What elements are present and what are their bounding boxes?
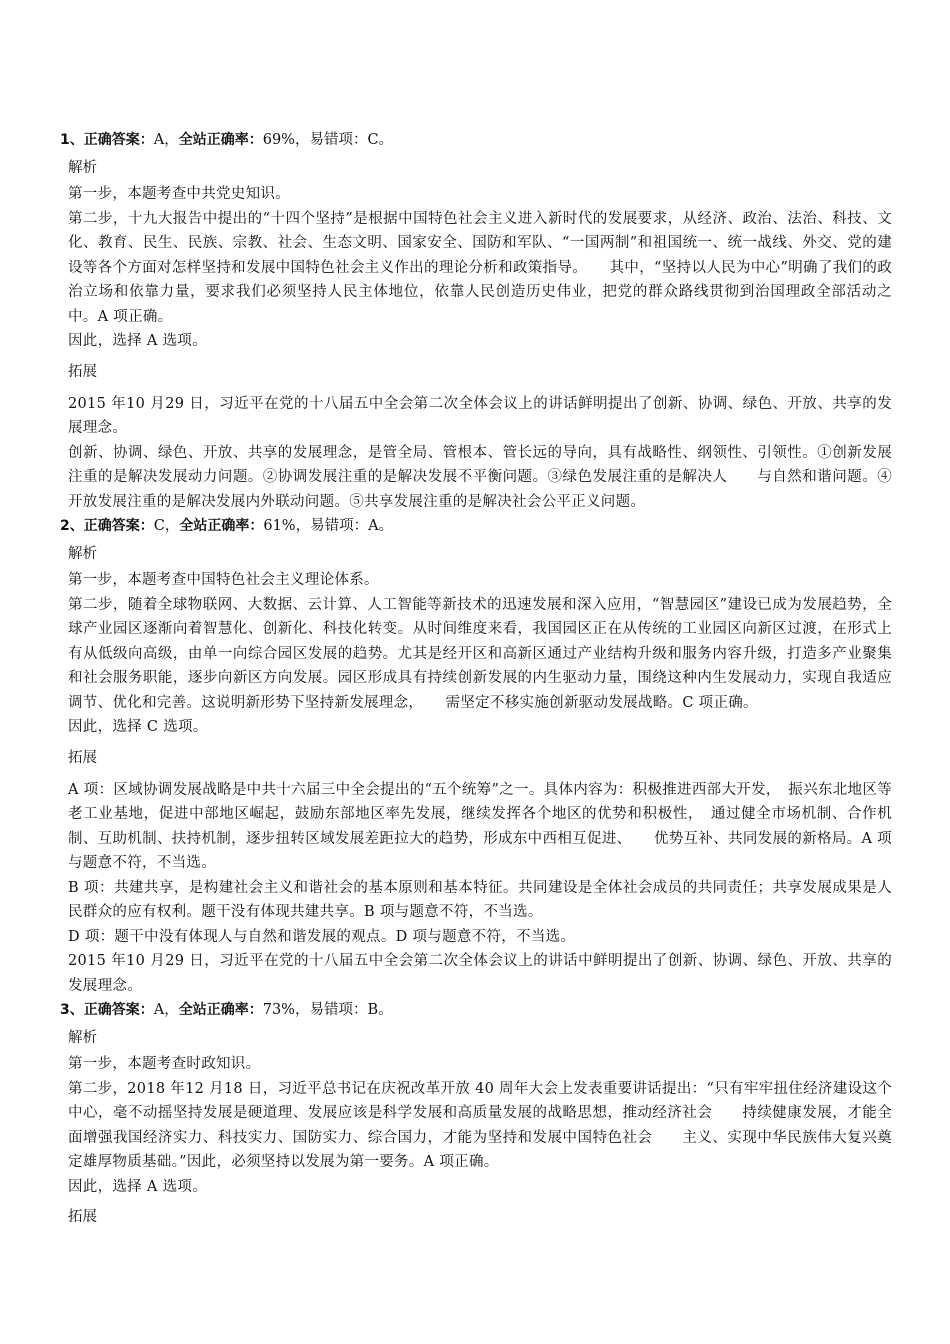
analysis-paragraph: 第一步，本题考查中国特色社会主义理论体系。 (68, 572, 379, 588)
analysis-paragraph: 第二步，2018 年12 月18 日，习近平总书记在庆祝改革开放 40 周年大会上发表重要讲话提出：“只有牢牢扭住经济建设这个中心，毫不动摇坚持发展是硬道理、发展应该是科学发展和高质量发展的战略思想，推动经济社会 持续健康发展，才能全面增强我国经济实力、科技实力、国防实力、综合国力，才能为坚持和发展中国特色社会 主义、实现中华民族伟大复兴奠定雄厚物质基础。”因此，必须坚持以发展为第一要务。A 项正确。 (68, 1080, 892, 1170)
analysis-paragraph: 因此，选择 A 选项。 (68, 333, 207, 349)
question-block-2 (60, 514, 892, 998)
answer-header: 3、正确答案：A，全站正确率：73%，易错项：B。 (60, 1002, 393, 1018)
analysis-label: 解析 (68, 160, 97, 176)
answer-header: 1、正确答案：A，全站正确率：69%，易错项：C。 (60, 132, 394, 148)
analysis-paragraph: 因此，选择 C 选项。 (68, 719, 208, 735)
extension-label: 拓展 (68, 1209, 97, 1225)
analysis-paragraph: 第二步，随着全球物联网、大数据、云计算、人工智能等新技术的迅速发展和深入应用，“智慧园区”建设已成为发展趋势，全球产业园区逐渐向着智慧化、创新化、科技化转变。从时间维度来看，我国园区正在从传统的工业园区向新区过渡，在形式上有从低级向高级，由单一向综合园区发展的趋势。尤其是经开区和高新区通过产业结构升级和服务内容升级，打造多产业聚集和社会服务职能，逐步向新区方向发展。园区形成具有持续创新发展的内生驱动力量，围绕这种内生发展动力，实现自我适应调节、优化和完善。这说明新形势下坚持新发展理念， 需坚定不移实施创新驱动发展战略。C 项正确。 (68, 596, 892, 711)
extension-paragraph: B 项：共建共享，是构建社会主义和谐社会的基本原则和基本特征。共同建设是全体社会成员的共同责任；共享发展成果是人民群众的应有权利。题干没有体现共建共享。B 项与题意不符，不当选。 (68, 879, 892, 920)
question-block-3 (60, 998, 892, 1229)
extension-paragraph: D 项：题干中没有体现人与自然和谐发展的观点。D 项与题意不符，不当选。 (68, 928, 576, 945)
extension-paragraph: 2015 年10 月29 日，习近平在党的十八届五中全会第二次全体会议上的讲话鲜明提出了创新、协调、绿色、开放、共享的发展理念。 (68, 395, 892, 436)
extension-paragraph: A 项：区域协调发展战略是中共十六届三中全会提出的“五个统筹”之一。具体内容为：积极推进西部大开发， 振兴东北地区等老工业基地，促进中部地区崛起，鼓励东部地区率先发展，继续发挥各个地区的优势和积极性， 通过健全市场机制、合作机制、互助机制、扶持机制，逐步扭转区域发展差距拉大的趋势，形成东中西相互促进、 优势互补、共同发展的新格局。A 项与题意不符，不当选。 (68, 781, 892, 871)
extension-paragraph: 创新、协调、绿色、开放、共享的发展理念，是管全局、管根本、管长远的导向，具有战略性、纲领性、引领性。①创新发展注重的是解决发展动力问题。②协调发展注重的是解决发展不平衡问题。③绿色发展注重的是解决人 与自然和谐问题。④开放发展注重的是解决发展内外联动问题。⑤共享发展注重的是解决社会公平正义问题。 (68, 444, 892, 510)
analysis-paragraph: 第一步，本题考查中共党史知识。 (68, 186, 290, 202)
analysis-label: 解析 (68, 546, 97, 562)
document-page (60, 128, 892, 1231)
extension-label: 拓展 (68, 749, 97, 766)
analysis-paragraph: 第一步，本题考查时政知识。 (68, 1056, 261, 1072)
analysis-label: 解析 (68, 1030, 97, 1046)
analysis-paragraph: 第二步，十九大报告中提出的“十四个坚持”是根据中国特色社会主义进入新时代的发展要求，从经济、政治、法治、科技、文化、教育、民生、民族、宗教、社会、生态文明、国家安全、国防和军队、“一国两制”和祖国统一、统一战线、外交、党的建设等各个方面对怎样坚持和发展中国特色社会主义作出的理论分析和政策指导。 其中，“坚持以人民为中心”明确了我们的政治立场和依靠力量，要求我们必须坚持人民主体地位，依靠人民创造历史伟业，把党的群众路线贯彻到治国理政全部活动之中。A 项正确。 (68, 210, 892, 325)
question-block-1 (60, 128, 892, 514)
extension-paragraph: 2015 年10 月29 日，习近平在党的十八届五中全会第二次全体会议上的讲话中鲜明提出了创新、协调、绿色、开放、共享的发展理念。 (68, 953, 892, 994)
analysis-paragraph: 因此，选择 A 选项。 (68, 1178, 207, 1195)
extension-label: 拓展 (68, 363, 97, 380)
answer-header: 2、正确答案：C，全站正确率：61%，易错项：A。 (60, 518, 394, 534)
